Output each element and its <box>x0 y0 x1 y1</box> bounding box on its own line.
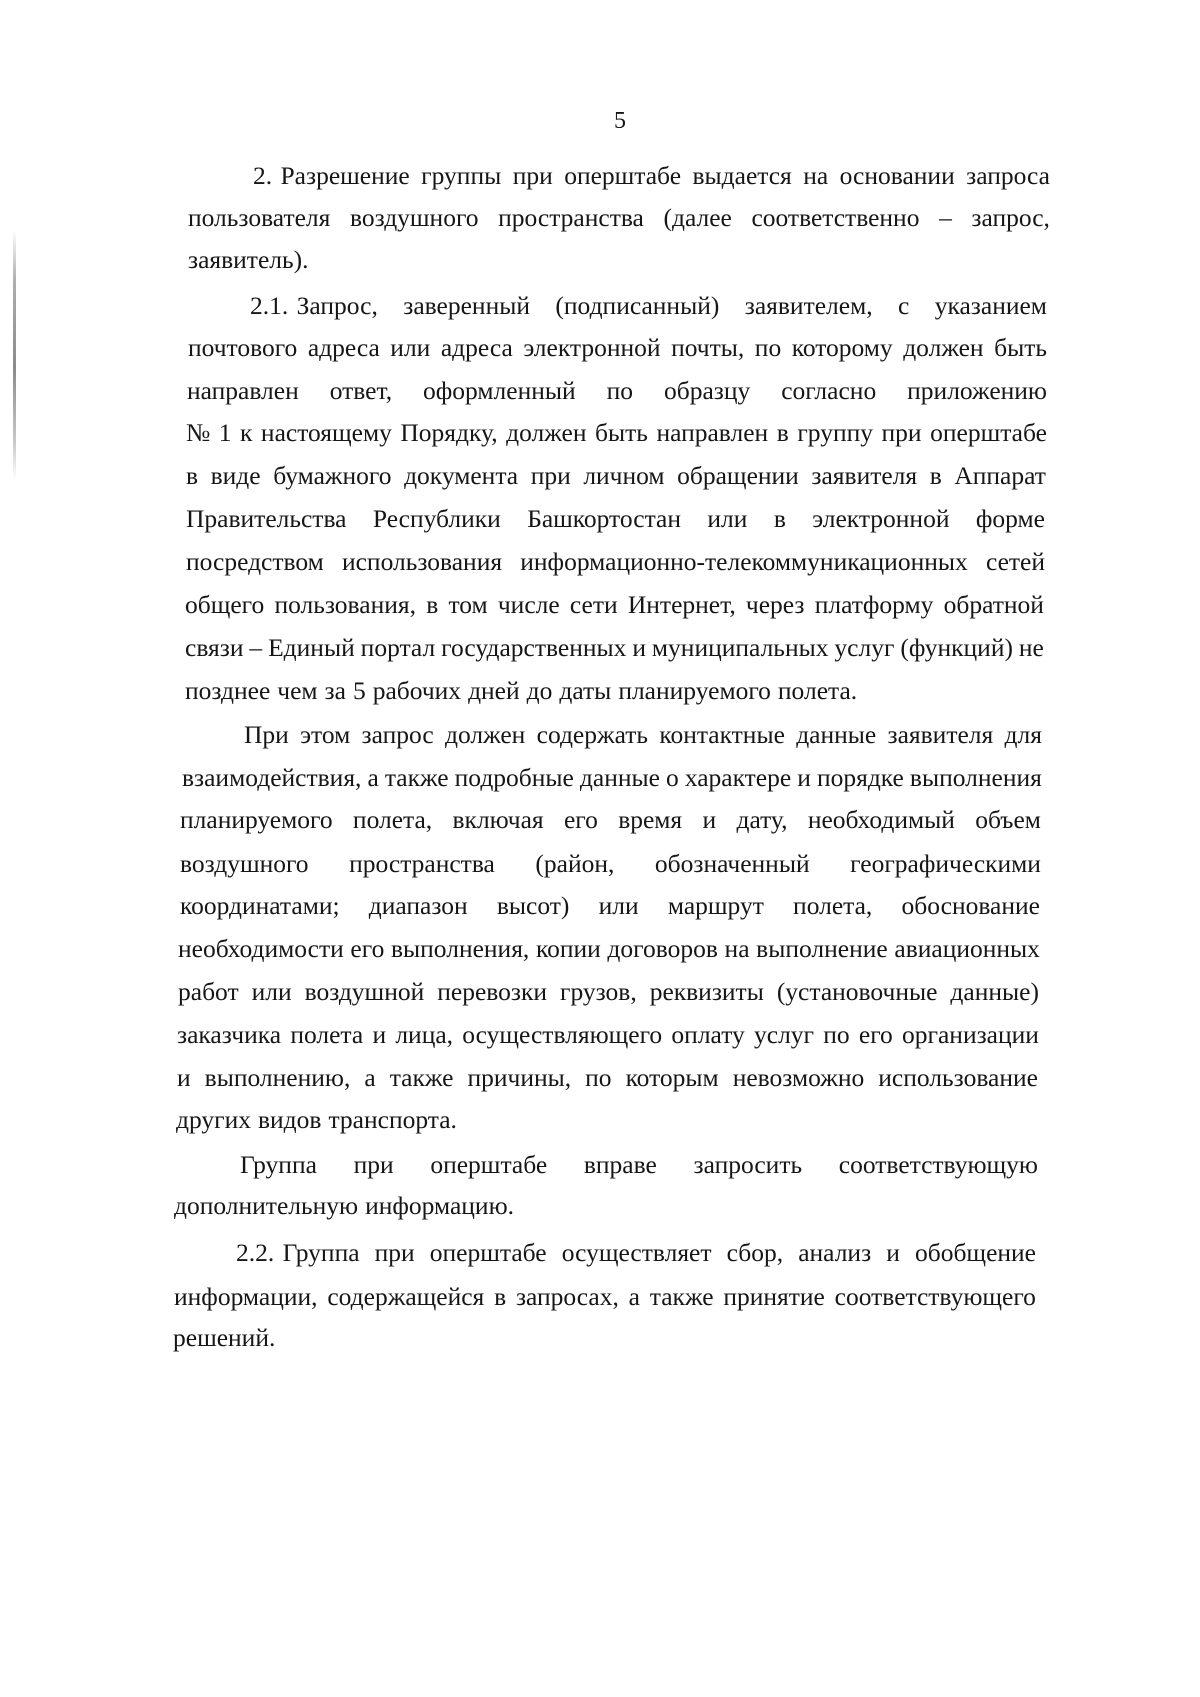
word: при <box>530 461 571 490</box>
word: выдается <box>692 161 792 190</box>
word: адреса <box>307 333 380 362</box>
word: вправе <box>583 1150 657 1179</box>
word: при <box>512 161 553 190</box>
word: Группа <box>240 1150 317 1179</box>
word: обозначенный <box>654 849 810 878</box>
text-line <box>176 1104 464 1136</box>
word: при <box>374 1238 415 1267</box>
word: или <box>598 891 639 920</box>
word: копии <box>535 934 601 963</box>
word: по <box>606 376 634 405</box>
word: других <box>176 1105 251 1134</box>
text-line <box>173 1322 282 1354</box>
word: (район, <box>535 849 615 878</box>
word: использования <box>341 547 503 576</box>
word: полета <box>290 1020 364 1049</box>
word: настоящему <box>260 418 392 447</box>
text-line <box>185 589 1044 621</box>
word: о <box>666 763 679 792</box>
word: его <box>563 805 598 834</box>
word: объем <box>975 805 1041 834</box>
word: обращении <box>677 461 799 490</box>
word: 5 <box>352 676 366 705</box>
text-line <box>180 890 1040 922</box>
word: заявитель). <box>188 245 309 274</box>
word: видов <box>258 1105 322 1134</box>
word: также <box>384 763 449 792</box>
word: полета. <box>777 676 858 705</box>
word: оперштабе <box>564 161 682 190</box>
word: пространства <box>349 849 495 878</box>
word: 2. Разрешение <box>253 161 410 190</box>
word: документа <box>404 461 519 490</box>
word: содержащейся <box>327 1282 485 1311</box>
word: сбор, <box>726 1238 784 1267</box>
scan-edge-mark <box>13 230 16 480</box>
word: дней <box>468 676 520 705</box>
word: взаимодействия, <box>182 763 362 792</box>
text-line <box>186 503 1045 535</box>
word: воздушного <box>349 203 479 232</box>
word: воздушного <box>180 849 309 878</box>
word: порядке <box>816 763 904 792</box>
word: бумажного <box>273 461 392 490</box>
word: выполнению, <box>204 1063 351 1092</box>
word: (подписанный) <box>555 291 720 320</box>
word: виде <box>210 461 261 490</box>
word: транспорта. <box>328 1105 457 1134</box>
word: организации <box>902 1020 1039 1049</box>
word: запрос, <box>971 203 1050 232</box>
word: в <box>929 461 942 490</box>
word: сети <box>569 590 618 619</box>
word: том <box>448 590 488 619</box>
word: 2.1. Запрос, <box>250 291 378 320</box>
word: или <box>390 333 431 362</box>
text-line <box>186 460 1046 492</box>
word: невозможно <box>732 1063 865 1092</box>
text-line <box>240 1149 1038 1181</box>
word: полета, <box>793 891 873 920</box>
word: чем <box>277 676 318 705</box>
word: выполнения, <box>390 934 530 963</box>
text-line <box>253 160 1050 192</box>
text-line <box>186 417 1047 449</box>
text-line <box>188 244 316 276</box>
word: дополнительную <box>174 1191 359 1220</box>
word: также <box>649 1282 714 1311</box>
text-line <box>244 719 1042 751</box>
word: ответ, <box>329 376 393 405</box>
word: работ <box>178 977 239 1006</box>
word: осуществляет <box>561 1238 712 1267</box>
text-line <box>185 632 1044 664</box>
word: через <box>745 590 805 619</box>
word: информацию. <box>365 1191 515 1220</box>
word: данные <box>579 763 660 792</box>
word: Интернет, <box>627 590 736 619</box>
word: Башкортостан <box>527 504 681 533</box>
word: использование <box>878 1063 1038 1092</box>
word: соответственно <box>751 203 920 232</box>
word: быть <box>595 418 648 447</box>
text-line <box>185 675 864 707</box>
word: заверенный <box>403 291 531 320</box>
word: рабочих <box>372 676 462 705</box>
word: и <box>886 1238 900 1267</box>
word: Порядку, <box>400 418 498 447</box>
word: связи <box>185 633 244 662</box>
word: – <box>249 633 263 662</box>
word: информационно-телекоммуникационных <box>520 547 968 576</box>
word: высот) <box>496 891 570 920</box>
word: а <box>628 1282 640 1311</box>
word: информации, <box>174 1282 318 1311</box>
text-line <box>174 1190 521 1222</box>
word: согласно <box>781 376 877 405</box>
word: запроса <box>966 161 1050 190</box>
word: лица, <box>395 1020 454 1049</box>
word: выполнения <box>909 763 1042 792</box>
word: обоснование <box>901 891 1040 920</box>
text-line <box>177 1062 1038 1094</box>
word: авиационных <box>894 934 1040 963</box>
word: оформленный <box>423 376 576 405</box>
text-line <box>178 933 1040 965</box>
word: полета, <box>352 805 433 834</box>
word: которым <box>625 1063 719 1092</box>
word: и <box>632 633 646 662</box>
word: содержать <box>536 720 649 749</box>
word: данные <box>796 720 877 749</box>
word: указанием <box>934 291 1047 320</box>
word: и <box>702 805 717 834</box>
word: направлен <box>656 418 769 447</box>
word: решений. <box>173 1323 276 1352</box>
word: заявителя <box>887 720 994 749</box>
word: оперштабе <box>930 418 1047 447</box>
word: дату, <box>736 805 788 834</box>
word: а <box>364 1063 376 1092</box>
word: почты, <box>671 333 745 362</box>
word: (далее <box>663 203 732 232</box>
word: на <box>803 161 829 190</box>
word: 2.2. Группа <box>236 1238 360 1267</box>
text-line <box>188 202 1050 234</box>
word: характере <box>684 763 792 792</box>
word: диапазон <box>368 891 468 920</box>
word: запрос <box>361 720 434 749</box>
word: быть <box>994 333 1047 362</box>
text-line <box>182 762 1042 794</box>
word: также <box>389 1063 454 1092</box>
text-line <box>236 1237 1036 1269</box>
word: Единый <box>268 633 355 662</box>
word: перевозки <box>437 977 547 1006</box>
word: услуг <box>834 633 895 662</box>
word: контактные <box>659 720 785 749</box>
word: заявителем, <box>744 291 873 320</box>
word: для <box>1004 720 1042 749</box>
word: общего <box>185 590 265 619</box>
word: запросах, <box>515 1282 619 1311</box>
word: необходимости <box>178 934 344 963</box>
word: При <box>244 720 289 749</box>
word: электронной <box>523 333 661 362</box>
word: образцу <box>663 376 751 405</box>
word: его <box>350 934 385 963</box>
text-line <box>187 375 1047 407</box>
word: портал <box>360 633 436 662</box>
word: пространства <box>498 203 644 232</box>
word: оперштабе <box>429 1238 547 1267</box>
word: форме <box>975 504 1045 533</box>
word: осуществляющего <box>462 1020 663 1049</box>
word: время <box>618 805 683 834</box>
word: соответствующего <box>834 1282 1036 1311</box>
word: адреса <box>440 333 513 362</box>
word: анализ <box>798 1238 872 1267</box>
word: личном <box>583 461 665 490</box>
word: географическими <box>850 849 1041 878</box>
word: запросить <box>693 1150 803 1179</box>
word: основании <box>839 161 955 190</box>
text-line <box>180 804 1041 836</box>
word: необходимый <box>807 805 955 834</box>
word: платформу <box>814 590 934 619</box>
word: выполнение <box>756 934 888 963</box>
word: этом <box>300 720 351 749</box>
word: числе <box>497 590 560 619</box>
word: в <box>773 504 786 533</box>
word: услуг <box>754 1020 815 1049</box>
word: данные) <box>950 977 1039 1006</box>
text-line <box>177 1019 1039 1051</box>
text-line <box>250 290 1047 322</box>
word: реквизиты <box>649 977 764 1006</box>
word: которому <box>791 333 893 362</box>
word: причины, <box>467 1063 572 1092</box>
word: планируемого <box>180 805 333 834</box>
text-line <box>186 546 1045 578</box>
word: заявителя <box>811 461 918 490</box>
word: принятие <box>723 1282 825 1311</box>
word: заказчика <box>177 1020 282 1049</box>
word: позднее <box>185 676 271 705</box>
word: № 1 <box>186 418 232 447</box>
text-line <box>174 1281 1036 1313</box>
word: посредством <box>186 547 324 576</box>
word: договоров <box>607 934 718 963</box>
word: даты <box>559 676 612 705</box>
word: должен <box>506 418 587 447</box>
word: приложению <box>907 376 1047 405</box>
word: по <box>823 1020 850 1049</box>
word: или <box>251 977 292 1006</box>
word: его <box>858 1020 893 1049</box>
word: должен <box>903 333 984 362</box>
word: включая <box>452 805 544 834</box>
word: в <box>426 590 439 619</box>
word: сетей <box>985 547 1045 576</box>
word: оперштабе <box>430 1150 548 1179</box>
word: маршрут <box>667 891 764 920</box>
text-line <box>188 332 1047 364</box>
word: на <box>724 934 750 963</box>
word: а <box>367 763 379 792</box>
word: до <box>526 676 553 705</box>
word: Правительства <box>186 504 347 533</box>
word: Республики <box>372 504 501 533</box>
word: в <box>186 461 199 490</box>
page-number: 5 <box>614 108 626 134</box>
text-line <box>180 848 1041 880</box>
word: обратной <box>943 590 1044 619</box>
word: с <box>898 291 910 320</box>
word: и <box>372 1020 387 1049</box>
word: (установочные <box>776 977 938 1006</box>
word: к <box>240 418 253 447</box>
word: направлен <box>187 376 299 405</box>
word: муниципальных <box>651 633 829 662</box>
word: Аппарат <box>954 461 1046 490</box>
word: должен <box>444 720 526 749</box>
word: при <box>353 1150 394 1179</box>
word: государственных <box>441 633 627 662</box>
word: электронной <box>812 504 950 533</box>
word: за <box>324 676 346 705</box>
word: пользования, <box>274 590 416 619</box>
word: в <box>776 418 789 447</box>
word: при <box>881 418 922 447</box>
word: не <box>1018 633 1044 662</box>
word: и <box>797 763 811 792</box>
word: подробные <box>454 763 574 792</box>
word: грузов, <box>559 977 637 1006</box>
word: воздушной <box>304 977 425 1006</box>
text-line <box>178 976 1039 1008</box>
word: в <box>494 1282 507 1311</box>
word: обобщение <box>914 1238 1036 1267</box>
word: или <box>707 504 748 533</box>
word: почтового <box>188 333 298 362</box>
word: группу <box>797 418 873 447</box>
word: (функций) <box>900 633 1013 662</box>
word: и <box>177 1063 191 1092</box>
word: по <box>754 333 782 362</box>
word: пользователя <box>188 203 331 232</box>
word: координатами; <box>180 891 340 920</box>
word: – <box>939 203 952 232</box>
word: оплату <box>671 1020 745 1049</box>
word: группы <box>421 161 502 190</box>
word: по <box>585 1063 612 1092</box>
word: соответствующую <box>838 1150 1038 1179</box>
word: планируемого <box>618 676 771 705</box>
